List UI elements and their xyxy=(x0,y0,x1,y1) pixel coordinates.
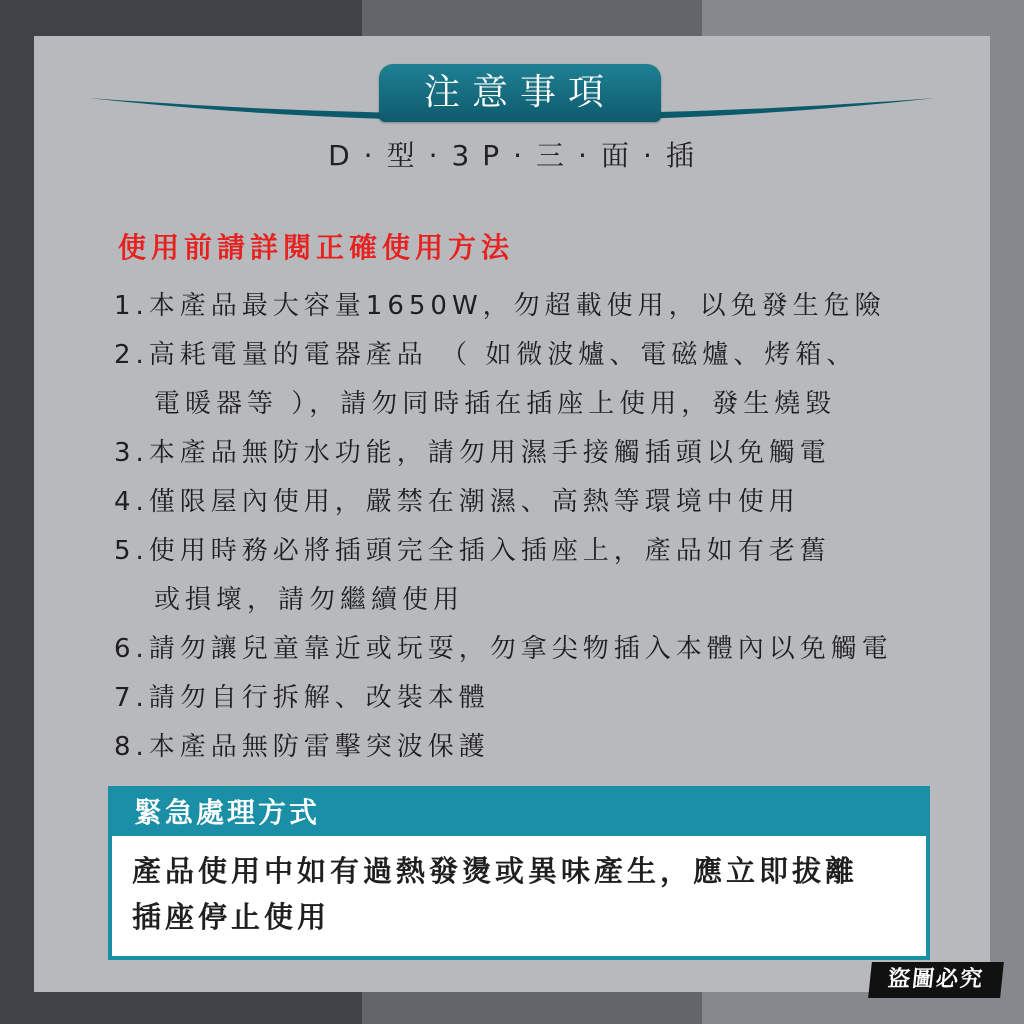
item-line: 3.本產品無防水功能，請勿用濕手接觸插頭以免觸電 xyxy=(114,438,831,468)
item-line-continued: 電暖器等 ），請勿同時插在插座上使用，發生燒毀 xyxy=(154,389,837,419)
subtitle-part: D xyxy=(328,139,352,172)
emergency-heading: 緊急處理方式 xyxy=(112,790,926,836)
subtitle-separator: · xyxy=(428,139,440,172)
page-title: 注意事項 xyxy=(379,64,661,122)
item-line: 8.本產品無防雷擊突波保護 xyxy=(114,732,490,762)
list-item xyxy=(114,723,974,772)
subtitle-part: 三 xyxy=(536,139,567,172)
list-item xyxy=(114,429,974,478)
emergency-line: 插座停止使用 xyxy=(132,900,331,934)
subtitle-part: P xyxy=(482,139,502,172)
item-line: 7.請勿自行拆解、改裝本體 xyxy=(114,683,490,713)
subtitle-part: 插 xyxy=(665,139,696,172)
emergency-text xyxy=(112,836,926,940)
item-line-continued: 或損壞，請勿繼續使用 xyxy=(154,585,465,615)
list-item xyxy=(114,674,974,723)
list-item xyxy=(114,527,974,625)
list-item xyxy=(114,478,974,527)
list-item xyxy=(114,331,974,429)
subtitle-separator: · xyxy=(513,139,525,172)
item-line: 4.僅限屋內使用，嚴禁在潮濕、高熱等環境中使用 xyxy=(114,487,800,517)
subtitle-part: 型 xyxy=(386,139,417,172)
subtitle-part: 面 xyxy=(600,139,631,172)
notice-panel xyxy=(34,36,990,992)
item-line: 2.高耗電量的電器產品 （ 如微波爐、電磁爐、烤箱、 xyxy=(114,340,858,370)
list-item xyxy=(114,625,974,674)
instructions-heading: 使用前請詳閱正確使用方法 xyxy=(118,231,515,264)
subtitle-part: 3 xyxy=(451,139,472,172)
subtitle-separator: · xyxy=(363,139,375,172)
item-line: 5.使用時務必將插頭完全插入插座上，產品如有老舊 xyxy=(114,536,831,566)
item-line: 1.本產品最大容量1650W，勿超載使用，以免發生危險 xyxy=(114,291,886,321)
product-subtitle xyxy=(34,134,990,174)
copyright-stamp: 盜圖必究 xyxy=(868,962,1004,998)
instructions-list xyxy=(114,282,974,772)
list-item xyxy=(114,282,974,331)
item-line: 6.請勿讓兒童靠近或玩耍，勿拿尖物插入本體內以免觸電 xyxy=(114,634,893,664)
emergency-box xyxy=(108,786,930,960)
subtitle-separator: · xyxy=(578,139,589,172)
subtitle-separator: · xyxy=(642,139,654,172)
emergency-line: 產品使用中如有過熱發燙或異味產生，應立即拔離 xyxy=(132,854,859,888)
